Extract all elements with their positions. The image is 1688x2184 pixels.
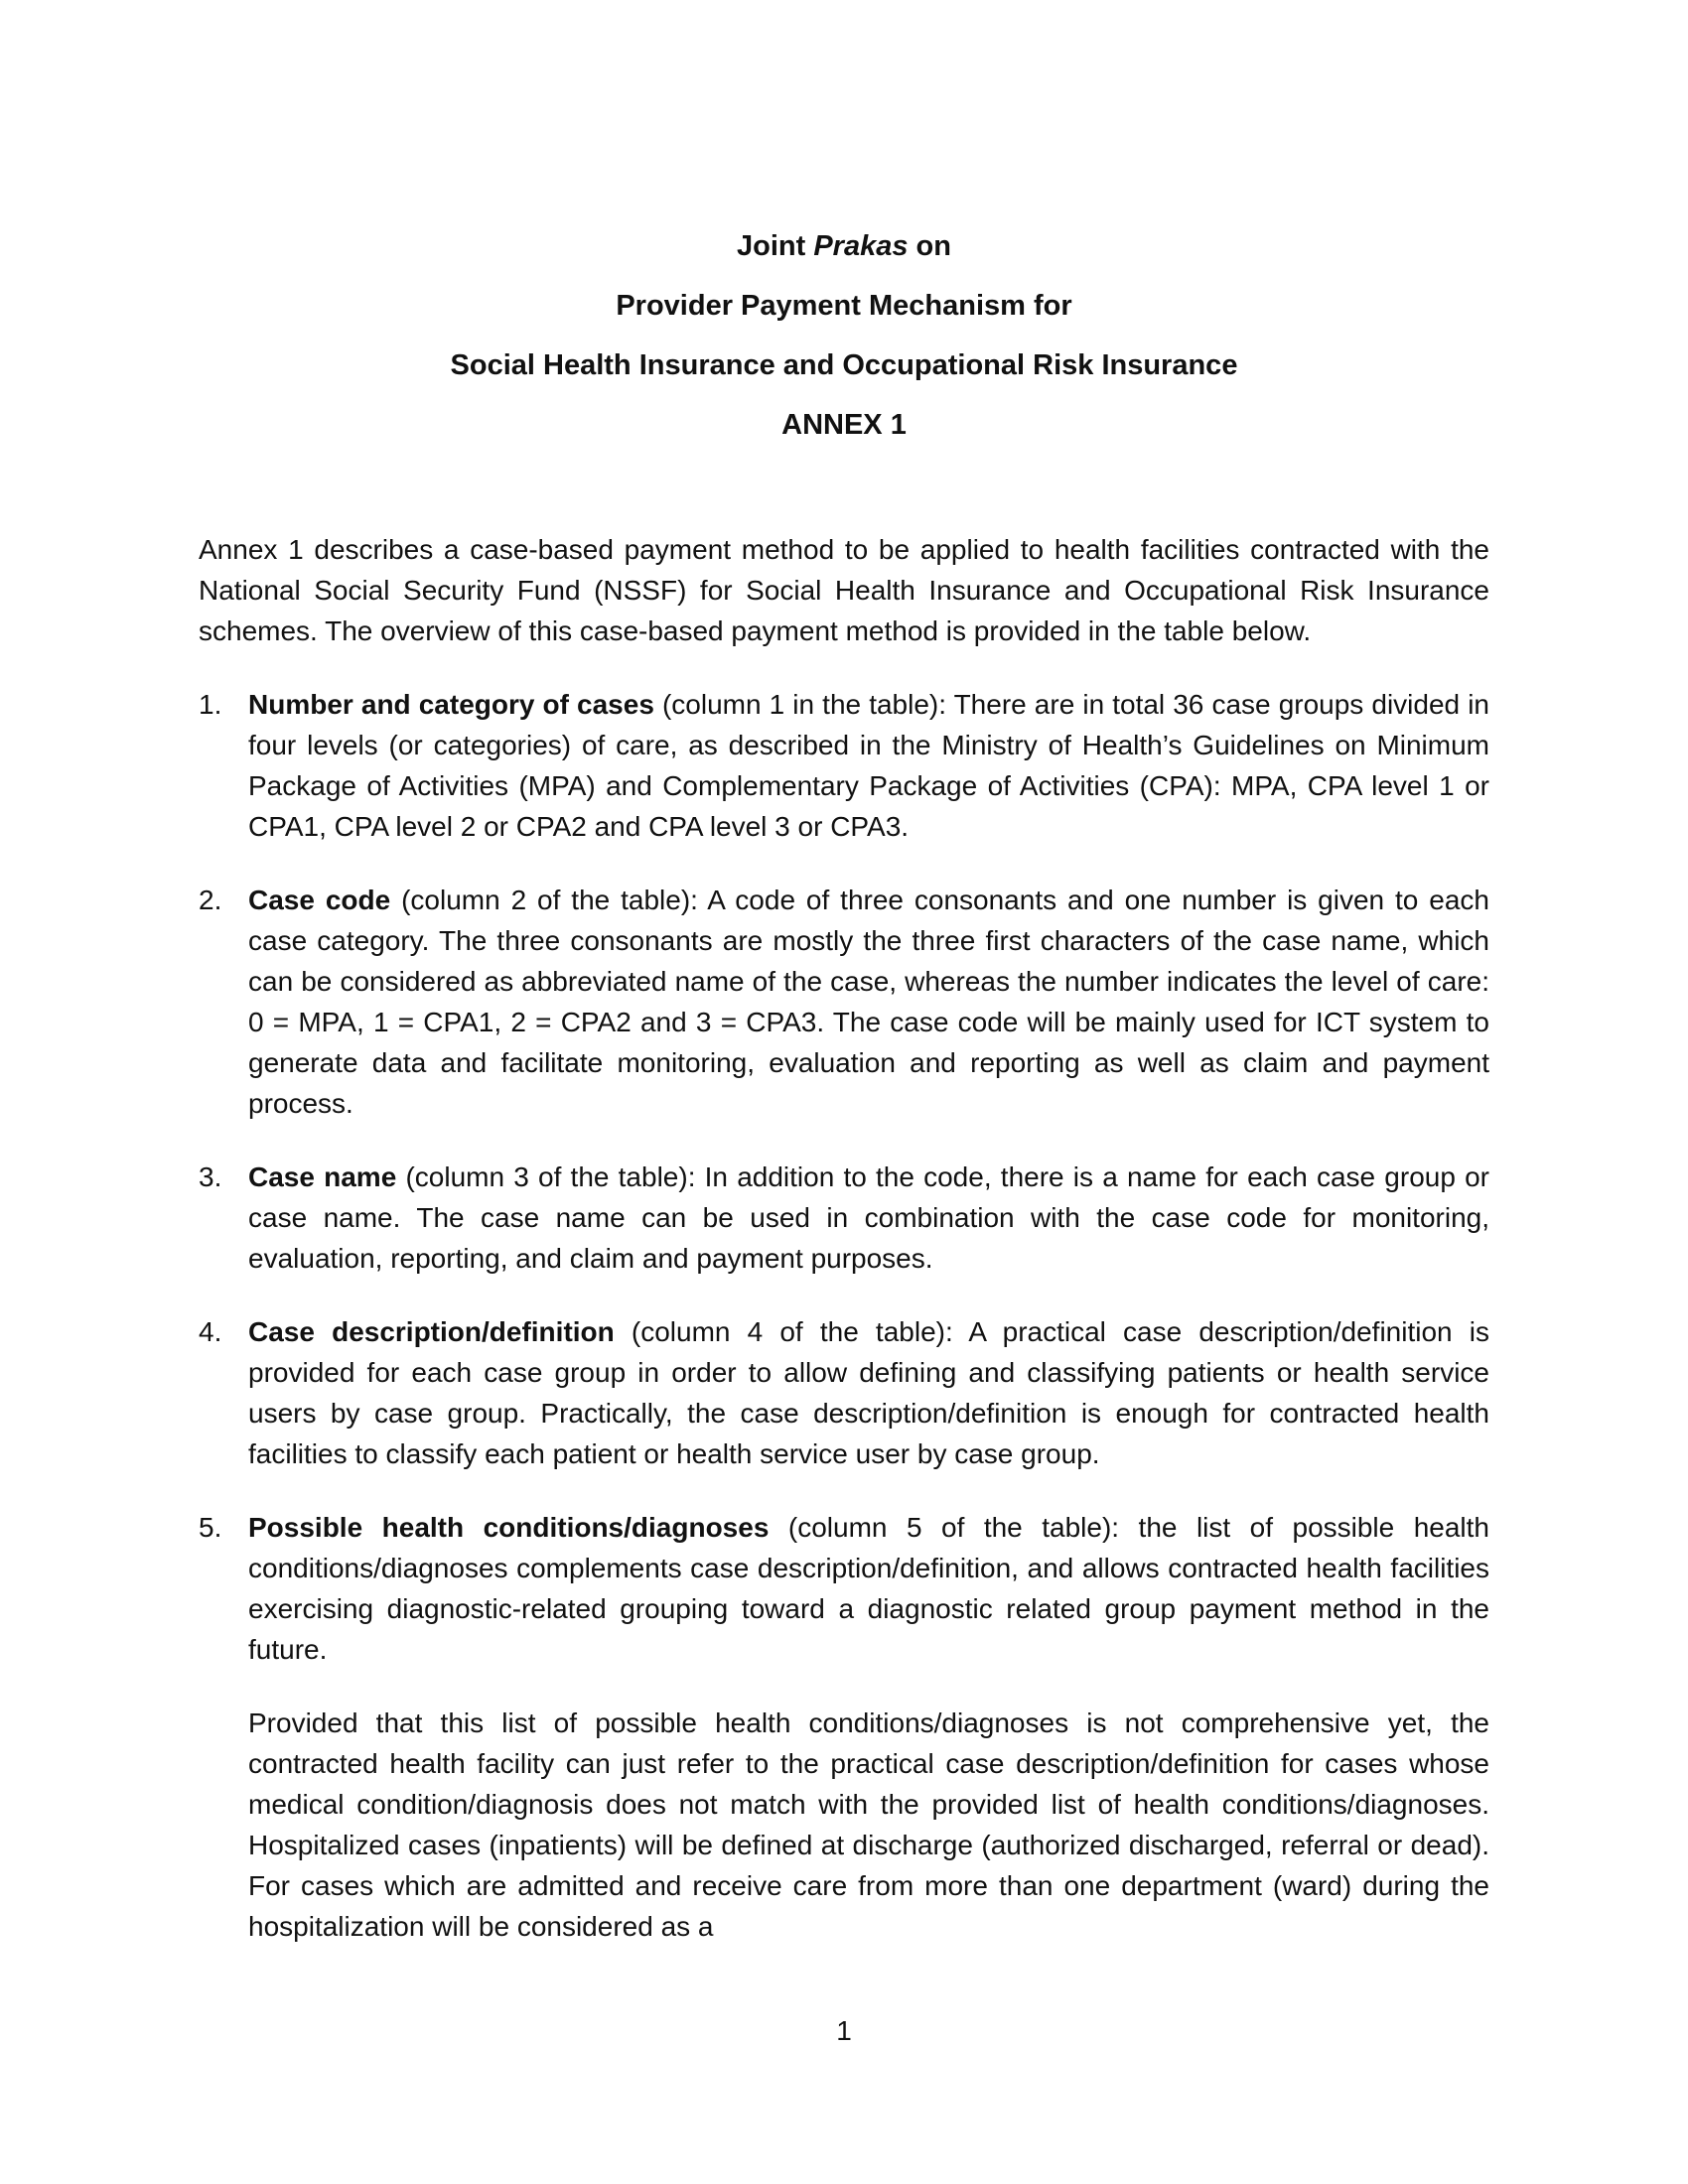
title-line-2: Provider Payment Mechanism for [616,290,1072,322]
document-title-block [0,216,1688,455]
intro-paragraph: Annex 1 describes a case-based payment method to be applied to health facilities contracted with the National Social Security Fund (NSSF) for Social Health Insurance and Occupational Risk Insurance schemes. The overview of this case-based payment method is provided in the table below. [199,534,1489,646]
list-item-number: 4. [199,1316,222,1347]
list-item-text: (column 5 of the table): the list of possible health conditions/diagnoses complements case description/definition, and allows contracted health facilities exercising diagnostic-related grouping toward a diagnostic related group payment method in the future. [248,1512,1489,1665]
list-item-paragraph [248,880,1489,1124]
title-suffix: on [908,230,951,262]
list-item [199,1157,1489,1279]
list-item [199,880,1489,1124]
list-item [199,1311,1489,1474]
numbered-list [199,684,1489,1947]
list-item-paragraph [248,1157,1489,1279]
list-item-paragraph [248,1507,1489,1670]
list-item-text: (column 1 in the table): There are in total 36 case groups divided in four levels (or categories) of care, as described in the Ministry of Health’s Guidelines on Minimum Package of Activities (MPA) and Complementary Package of Activities (CPA): MPA, CPA level 1 or CPA1, CPA level 2 or CPA2 and CPA level 3 or CPA3. [248,689,1489,842]
list-item-text: (column 2 of the table): A code of three consonants and one number is given to each case category. The three consonants are mostly the three first characters of the case name, which can be considered as abbreviated name of the case, whereas the number indicates the level of care: 0 = MPA, 1 = CPA1, 2 = CPA2 and 3 = CPA3. The case code will be mainly used for ICT system to generate data and facilitate monitoring, evaluation and reporting as well as claim and payment process. [248,885,1489,1119]
title-line-3: Social Health Insurance and Occupational Risk Insurance [450,349,1238,381]
list-item-number: 2. [199,885,222,915]
list-item-term: Case description/definition [248,1316,615,1347]
annex-heading: ANNEX 1 [781,409,907,441]
list-item [199,684,1489,847]
title-line-1 [0,216,1688,276]
title-italic-word: Prakas [813,230,909,262]
list-item-continuation-paragraph: Provided that this list of possible health conditions/diagnoses is not comprehensive yet, the contracted health facility can just refer to the practical case description/definition for cases whose medical condition/diagnosis does not match with the provided list of health conditions/diagnoses. Hospitalized cases (inpatients) will be defined at discharge (authorized discharged, referral or dead). For cases which are admitted and receive care from more than one department (ward) during the hospitalization will be considered as a [248,1707,1489,1942]
list-item-text: (column 3 of the table): In addition to the code, there is a name for each case group or case name. The case name can be used in combination with the case code for monitoring, evaluation, reporting, and claim and payment purposes. [248,1161,1489,1274]
page-number: 1 [836,2015,852,2046]
list-item-paragraph [248,1311,1489,1474]
list-item-text: (column 4 of the table): A practical case description/definition is provided for each case group in order to allow defining and classifying patients or health service users by case group. Practically, the case description/definition is enough for contracted health facilities to classify each patient or health service user by case group. [248,1316,1489,1469]
list-item-term: Possible health conditions/diagnoses [248,1512,770,1543]
list-item-term: Case name [248,1161,397,1192]
title-prefix: Joint [737,230,814,262]
list-item-number: 5. [199,1512,222,1543]
list-item-term: Case code [248,885,391,915]
list-item-paragraph [248,684,1489,847]
list-item-number: 3. [199,1161,222,1192]
list-item-number: 1. [199,689,222,720]
document-body [199,529,1489,1979]
list-item-term: Number and category of cases [248,689,654,720]
list-item [199,1507,1489,1947]
